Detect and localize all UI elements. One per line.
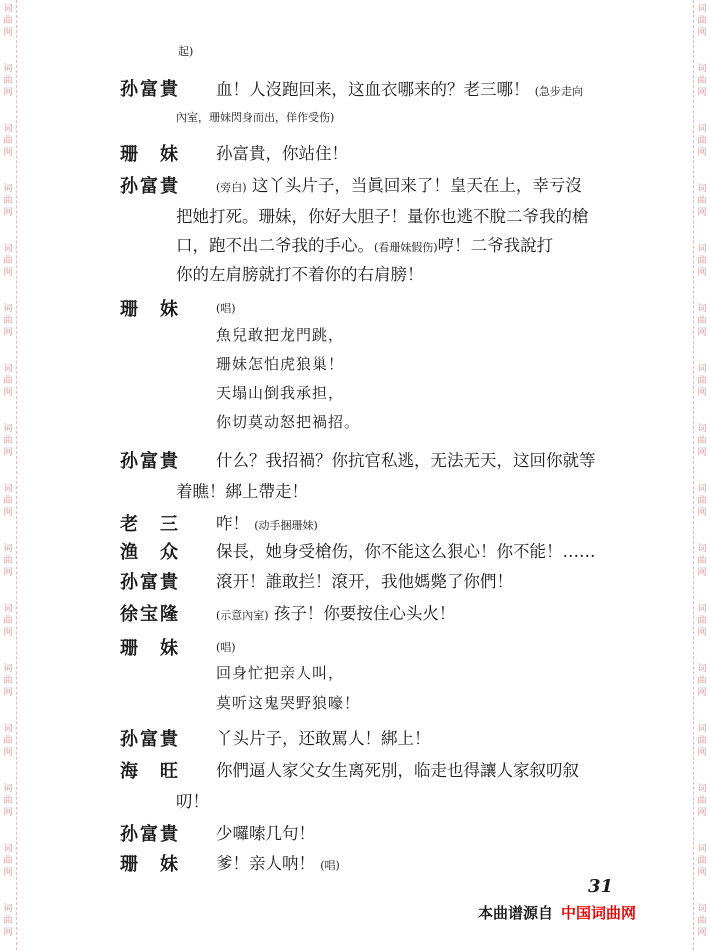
watermark-glyph: 词 (3, 724, 13, 734)
watermark-glyph: 网 (3, 148, 13, 158)
watermark-glyph: 曲 (697, 496, 707, 506)
watermark-glyph: 曲 (3, 76, 13, 86)
watermark-glyph: 曲 (3, 316, 13, 326)
watermark-glyph: 曲 (3, 16, 13, 26)
watermark-glyph: 词 (3, 544, 13, 554)
watermark-glyph: 曲 (697, 16, 707, 26)
watermark-glyph: 曲 (697, 316, 707, 326)
watermark-glyph: 词 (697, 484, 707, 494)
watermark-glyph: 曲 (3, 676, 13, 686)
watermark-glyph: 曲 (3, 556, 13, 566)
dialogue-line: 滾开！誰敢拦！滾开，我他媽斃了你們！ (216, 572, 513, 591)
watermark-glyph: 词 (3, 844, 13, 854)
watermark-glyph: 词 (697, 544, 707, 554)
watermark-glyph: 词 (3, 124, 13, 134)
watermark-glyph: 网 (3, 268, 13, 278)
watermark-glyph: 网 (697, 508, 707, 518)
watermark-glyph: 词 (697, 244, 707, 254)
watermark-glyph: 曲 (697, 616, 707, 626)
watermark-glyph: 曲 (697, 796, 707, 806)
watermark-glyph: 网 (697, 28, 707, 38)
watermark-glyph: 网 (3, 928, 13, 938)
page-number: 31 (588, 876, 614, 897)
watermark-glyph: 词 (697, 664, 707, 674)
watermark-glyph: 网 (697, 688, 707, 698)
dialogue-line: 咋！ (动手捆珊妹) (216, 514, 318, 533)
watermark-glyph: 曲 (697, 916, 707, 926)
watermark-glyph: 网 (697, 448, 707, 458)
watermark-glyph: 词 (3, 244, 13, 254)
watermark-glyph: 曲 (697, 376, 707, 386)
dialogue-line: 孙富貴，你站住！ (216, 144, 348, 163)
watermark-glyph: 网 (3, 508, 13, 518)
dialogue-line: (示意內室) 孩子！你要按住心头火！ (216, 604, 456, 623)
watermark-glyph: 曲 (697, 856, 707, 866)
watermark-glyph: 曲 (3, 496, 13, 506)
dialogue-line: 少囉嗦几句！ (216, 824, 315, 843)
watermark-glyph: 词 (3, 904, 13, 914)
dialogue-line: 保長，她身受槍伤，你不能这么狠心！你不能！…… (216, 542, 596, 561)
watermark-glyph: 曲 (697, 676, 707, 686)
watermark-glyph: 词 (697, 424, 707, 434)
stage-direction: (唱) (216, 302, 236, 315)
watermark-glyph: 曲 (3, 856, 13, 866)
speaker-name: 老 三 (120, 514, 180, 535)
watermark-glyph: 网 (697, 928, 707, 938)
watermark-glyph: 曲 (3, 916, 13, 926)
speaker-name: 孙富貴 (120, 824, 180, 845)
dialogue-line: 爹！亲人呐！ (唱) (216, 854, 340, 873)
dialogue-continuation: 把她打死。珊妹，你好大胆子！量你也逃不脫二爷我的槍 (176, 207, 589, 226)
watermark-glyph: 曲 (3, 796, 13, 806)
watermark-glyph: 词 (697, 904, 707, 914)
watermark-glyph: 曲 (697, 736, 707, 746)
speaker-name: 海 旺 (120, 761, 180, 782)
watermark-glyph: 词 (3, 664, 13, 674)
source-credit (478, 902, 636, 923)
watermark-glyph: 词 (697, 364, 707, 374)
speaker-name: 珊 妹 (120, 299, 180, 320)
speaker-name: 珊 妹 (120, 638, 180, 659)
song-verse: 你切莫动怒把禍招。 (216, 413, 361, 431)
song-verse: 莫听这鬼哭野狼嚎！ (216, 694, 361, 712)
dialogue-line: 什么？我招禍？你抗官私逃，无法无天，这回你就等 (216, 451, 596, 470)
watermark-glyph: 词 (697, 844, 707, 854)
watermark-glyph: 曲 (3, 616, 13, 626)
watermark-glyph: 网 (3, 628, 13, 638)
watermark-glyph: 网 (697, 148, 707, 158)
watermark-glyph: 曲 (697, 76, 707, 86)
speaker-name: 孙富貴 (120, 451, 180, 472)
watermark-glyph: 词 (697, 64, 707, 74)
watermark-glyph: 网 (3, 688, 13, 698)
dialogue-line: 血！人沒跑回来，这血衣哪来的？老三哪！ (急步走向 (216, 80, 584, 99)
watermark-glyph: 网 (3, 748, 13, 758)
watermark-glyph: 网 (3, 328, 13, 338)
watermark-glyph: 词 (697, 784, 707, 794)
stage-direction-line: 起) (178, 45, 194, 58)
watermark-glyph: 词 (3, 364, 13, 374)
watermark-glyph: 词 (3, 424, 13, 434)
watermark-glyph: 曲 (3, 196, 13, 206)
dialogue-line: (旁白) 这丫头片子，当眞回来了！皇天在上，幸亏沒 (216, 176, 582, 195)
speaker-name: 珊 妹 (120, 144, 180, 165)
watermark-glyph: 词 (697, 724, 707, 734)
speaker-name: 珊 妹 (120, 854, 180, 875)
stage-direction: (唱) (216, 641, 236, 654)
watermark-glyph: 词 (3, 64, 13, 74)
watermark-glyph: 网 (697, 748, 707, 758)
right-watermark-strip (693, 0, 710, 950)
dialogue-continuation: 叨！ (176, 792, 209, 811)
watermark-glyph: 词 (697, 184, 707, 194)
song-verse: 珊妹怎怕虎狼巢！ (216, 355, 345, 373)
speaker-name: 渔 众 (120, 542, 180, 563)
source-label: 本曲谱源自 (478, 904, 554, 922)
watermark-glyph: 曲 (697, 556, 707, 566)
watermark-glyph: 词 (3, 484, 13, 494)
speaker-name: 徐宝隆 (120, 604, 180, 625)
watermark-glyph: 网 (697, 628, 707, 638)
watermark-glyph: 曲 (3, 436, 13, 446)
watermark-glyph: 曲 (697, 436, 707, 446)
watermark-glyph: 曲 (697, 196, 707, 206)
watermark-glyph: 网 (697, 88, 707, 98)
song-verse: 回身忙把亲人叫， (216, 664, 345, 682)
watermark-glyph: 词 (697, 124, 707, 134)
watermark-glyph: 词 (3, 184, 13, 194)
speaker-name: 孙富貴 (120, 729, 180, 750)
watermark-glyph: 词 (3, 304, 13, 314)
dialogue-line: 丫头片子，还敢罵人！綁上！ (216, 729, 431, 748)
watermark-glyph: 网 (3, 448, 13, 458)
watermark-glyph: 网 (697, 568, 707, 578)
watermark-glyph: 曲 (3, 256, 13, 266)
watermark-glyph: 曲 (3, 376, 13, 386)
watermark-glyph: 网 (697, 808, 707, 818)
watermark-glyph: 网 (3, 88, 13, 98)
watermark-glyph: 网 (3, 868, 13, 878)
stage-direction-line: 內室，珊妹閃身而出，佯作受伤) (176, 111, 335, 124)
watermark-glyph: 网 (697, 388, 707, 398)
speaker-name: 孙富貴 (120, 572, 180, 593)
watermark-glyph: 曲 (697, 256, 707, 266)
watermark-glyph: 曲 (3, 136, 13, 146)
watermark-glyph: 网 (3, 568, 13, 578)
watermark-glyph: 曲 (697, 136, 707, 146)
watermark-glyph: 网 (3, 808, 13, 818)
watermark-glyph: 曲 (3, 736, 13, 746)
site-link[interactable]: 中国词曲网 (561, 904, 637, 922)
dialogue-continuation: 你的左肩膀就打不着你的右肩膀！ (176, 265, 424, 284)
dialogue-line: 你們逼人家父女生离死別，临走也得讓人家叙叨叙 (216, 761, 579, 780)
song-verse: 魚兒敢把龙門跳， (216, 326, 345, 344)
watermark-glyph: 词 (697, 304, 707, 314)
watermark-glyph: 网 (697, 868, 707, 878)
watermark-glyph: 网 (697, 268, 707, 278)
watermark-glyph: 网 (697, 328, 707, 338)
watermark-glyph: 词 (3, 604, 13, 614)
speaker-name: 孙富貴 (120, 79, 180, 100)
watermark-glyph: 词 (697, 604, 707, 614)
watermark-glyph: 网 (3, 388, 13, 398)
left-watermark-strip (0, 0, 17, 950)
watermark-glyph: 词 (697, 4, 707, 14)
watermark-glyph: 词 (3, 784, 13, 794)
watermark-glyph: 网 (697, 208, 707, 218)
speaker-name: 孙富貴 (120, 176, 180, 197)
watermark-glyph: 网 (3, 208, 13, 218)
song-verse: 天塌山倒我承担， (216, 384, 345, 402)
watermark-glyph: 网 (3, 28, 13, 38)
dialogue-continuation: 口，跑不出二爷我的手心。(看珊妹假伤)哼！二爷我說打 (176, 236, 554, 255)
watermark-glyph: 词 (3, 4, 13, 14)
dialogue-continuation: 着瞧！綁上帶走！ (176, 482, 308, 501)
